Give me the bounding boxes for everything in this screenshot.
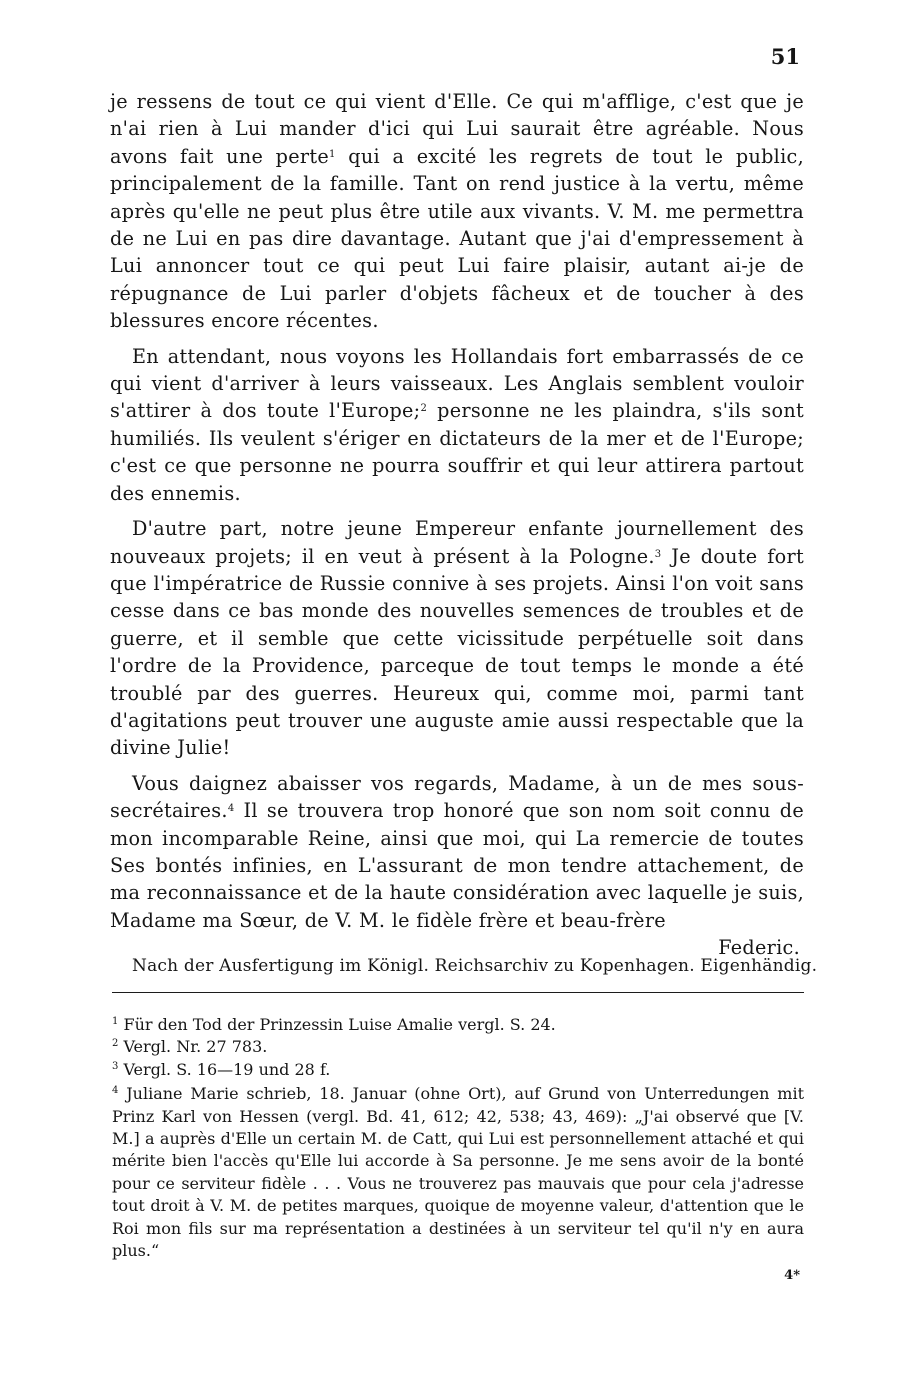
paragraph-3-text-cont: Je doute fort que l'impératrice de Russie connive à ses projets. Ainsi l'on voit sans cesse dans ce bas monde des nouvelles semences de troubles et de guerre, et il semble que cette vicissitude perpétuelle soit dans l'ordre de la Providence, parceque de tout temps le monde a été troublé par des guerres. Heureux qui, comme moi, parmi tant d'agitations peut trouver une auguste amie aussi respectable que la divine Julie! [110,544,804,760]
footnote-text: Für den Tod der Prinzessin Luise Amalie vergl. S. 24. [118,1015,556,1034]
paragraph-3-text: D'autre part, notre jeune Empereur enfante journellement des nouveaux projets; il en veut à présent à la Pologne. [110,517,804,568]
page-number: 51 [770,44,800,69]
footnotes [112,1014,804,1262]
footnote-ref-1: 1 [329,148,336,160]
paragraph-1-text: je ressens de tout ce qui vient d'Elle. Ce qui m'afflige, c'est que je n'ai rien à Lui mander d'ici qui Lui saurait être agréable. Nous avons fait une perte [110,90,804,168]
paragraph-2-text: En attendant, nous voyons les Hollandais fort embarrassés de ce qui vient d'arriver à leurs vaisseaux. Les Anglais semblent vouloir s'attirer à dos toute l'Europe; [110,344,804,423]
source-note: Nach der Ausfertigung im Königl. Reichsarchiv zu Kopenhagen. Eigenhändig. [132,956,818,976]
footnote-4 [112,1083,804,1262]
paragraph-2 [110,343,804,507]
signature: Federic. [718,936,800,960]
footnote-ref-2: 2 [420,403,428,415]
footnote-1 [112,1014,804,1036]
footnote-marker: 3 [112,1060,119,1072]
footnote-text: Vergl. Nr. 27 783. [118,1037,268,1057]
footnote-marker: 1 [112,1016,119,1027]
paragraph-2-text-cont: personne ne les plaindra, s'ils sont humiliés. Ils veulent s'ériger en dictateurs de la mer et de l'Europe; c'est ce que personne ne pourra souffrir et qui leur attirera partout des ennemis. [110,399,804,505]
paragraph-3 [110,515,804,762]
letter-body [110,88,804,962]
printer-signature-mark: 4* [784,1268,800,1283]
paragraph-1 [110,88,804,335]
footnote-marker: 2 [112,1038,119,1050]
footnote-divider [112,992,804,993]
paragraph-4 [110,770,804,934]
footnote-ref-3: 3 [654,548,662,560]
footnote-ref-4: 4 [227,803,235,815]
paragraph-4-text-cont: Il se trouvera trop honoré que son nom soit connu de mon incomparable Reine, ainsi que moi, qui La remercie de toutes Ses bontés infinies, en L'assurant de mon tendre attachement, de ma reconnaissance et de la haute considération avec laquelle je suis, Madame ma Sœur, de V. M. le fidèle frère et beau-frère [110,799,804,932]
paragraph-4-text: Vous daignez abaisser vos regards, Madame, à un de mes sous-secrétaires. [110,771,804,823]
footnote-3 [112,1059,804,1081]
footnote-text: Juliane Marie schrieb, 18. Januar (ohne Ort), auf Grund von Unterredungen mit Prinz Karl von Hessen (vergl. Bd. 41, 612; 42, 538; 43, 469): „J'ai observé que [V. M.] a auprès d'Elle un certain M. de Catt, qui Lui est personnellement attaché et qui mérite bien l'accès qu'Elle lui accorde à Sa personne. Je me sens avoir de la bonté pour ce serviteur fidèle . . . Vous ne trouverez pas mauvais que pour cela j'adresse tout droit à V. M. de petites marques, quoique de moyenne valeur, d'attention que le Roi mon fils sur ma représentation a destinées à un serviteur tel qu'il n'y en aura plus.“ [112,1084,804,1261]
footnote-marker: 4 [112,1085,119,1097]
paragraph-1-text-cont: qui a excité les regrets de tout le public, principalement de la famille. Tant on rend justice à la vertu, même après qu'elle ne peut plus être utile aux vivants. V. M. me permettra de ne Lui en pas dire davantage. Autant que j'ai d'empressement à Lui annoncer tout ce qui peut Lui faire plaisir, autant ai-je de répugnance de Lui parler d'objets fâcheux et de toucher à des blessures encore récentes. [110,144,804,333]
footnote-2 [112,1036,804,1058]
footnote-text: Vergl. S. 16—19 und 28 f. [118,1059,331,1079]
